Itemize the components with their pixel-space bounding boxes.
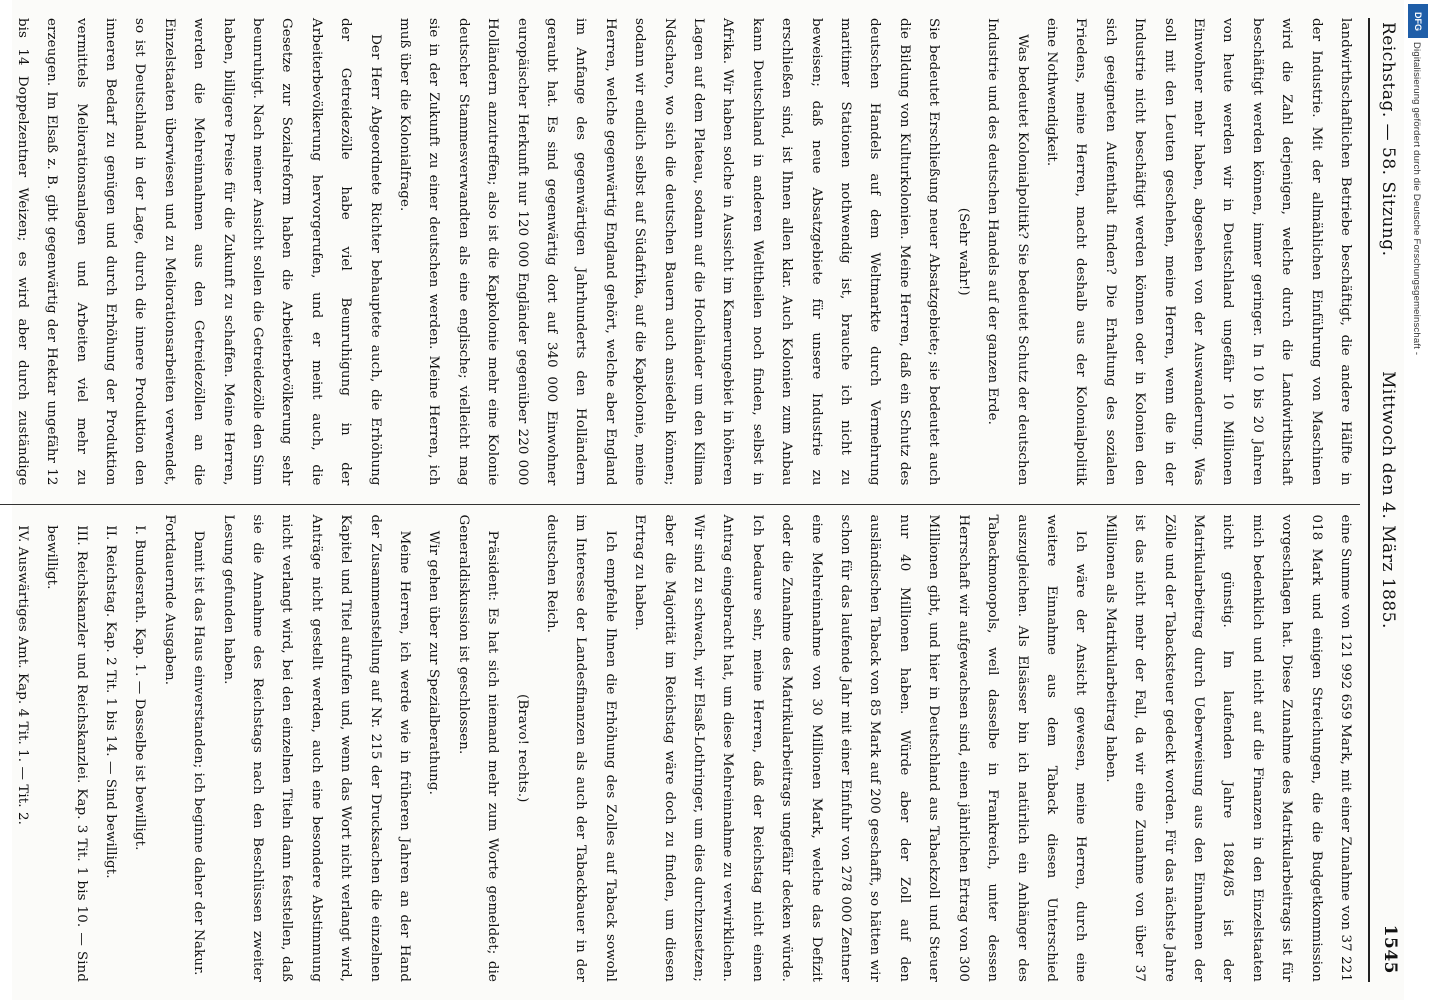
paragraph: landwirthschaftlichen Betriebe beschäftigt, die andere Hälfte in der Industrie. Mit der allmählichen Einführung von Maschinen wird die Zahl derjenigen, welche durch die Landwirthschaft beschäftigt werden können, immer geringer. In 10 bis 20 Jahren von heute werden wir in Deutschland ungefähr 10 Millionen Einwohner mehr haben, abgesehen von der Auswanderung. Was soll mit den Leuten geschehen, meine Herren, wenn die in der Industrie nicht beschäftigt werden können oder in Kolonien den sich geeigneten Aufenthalt finden? Die Erhaltung des sozialen Friedens, meine Herren, macht deshalb aus der Kolonialpolitik eine Nothwendigkeit. — [1043, 18, 1353, 486]
paragraph: Fortdauernde Ausgaben. — [161, 514, 177, 686]
page-header — [1368, 18, 1408, 982]
attribution-text: Digitalisierung gefördert durch die Deutsche Forschungsgemeinschaft - — [1411, 42, 1422, 356]
text-body — [0, 18, 1360, 982]
paragraph: I. Bundesrath. Kap. 1. — Dasselbe ist bewilligt. — [132, 525, 148, 851]
paragraph: Der Herr Abgeordnete Richter behauptete auch, die Erhöhung der Getreidezölle habe viel Beunruhigung in der Arbeiterbevölkerung hervorgerufen, und er meint auch, die Gesetze zur Sozialreform haben die Arbeiterbevölkerung sehr beunruhigt. Nach meiner Ansicht sollen die Getreidezölle den Sinn haben, billigere Preise für die Zukunft zu schaffen. Meine Herren, werden die Mehreinnahmen aus den Getreidezöllen an die Einzelstaaten überwiesen und zu Meliorationsarbeiten verwendet, so ist Deutschland in der Lage, durch die innere Produktion den inneren Bedarf zu genügen und durch Erhöhung der Produktion vermittels Meliorationsanlagen und Arbeiten viel mehr zu erzeugen. Im Elsaß z. B. gibt gegenwärtig der Hektar ungefähr 12 bis 14 Doppelzentner Weizen; es wird aber durch zuständige — [14, 18, 383, 486]
paragraph: Ich empfehle Ihnen die Erhöhung des Zolles auf Taback sowohl im Interesse der Landesfinanzen als auch der Tabackbauer in der deutschen Reich. — [544, 514, 618, 982]
right-column — [0, 504, 1360, 983]
paragraph: Meine Herren, ich werde wie in früheren Jahren an der Hand der Zusammenstellung auf Nr. 215 der Drucksachen die einzelnen Kapitel und Titel aufrufen und, wenn das Wort nicht verlangt wird, Anträge nicht gestellt werden, auch eine besondere Abstimmung nicht verlangt wird, bei den einzelnen Titeln dann feststellen, daß sie die Annahme des Reichstags nach den Beschlüssen zweiter Lesung gefunden haben. — [220, 514, 412, 982]
header-date: Mittwoch den 4. März 1885. — [1378, 371, 1398, 629]
page-number: 1545 — [1380, 924, 1400, 974]
paragraph: Wir gehen über zur Spezialberathung. — [426, 530, 442, 795]
dfg-logo: DFG — [1408, 4, 1428, 38]
paragraph: III. Reichskanzler und Reichskanzlei. Kap. 3 Tit. 1 bis 10. — Sind bewilligt. — [44, 525, 89, 982]
scanned-page — [12, 0, 1404, 1000]
paragraph: II. Reichstag. Kap. 2 Tit. 1 bis 14. — Sind bewilligt. — [102, 525, 118, 879]
paragraph: Präsident: Es hat sich niemand mehr zum Worte gemeldet; die Generaldiskussion ist geschlossen. — [455, 514, 501, 982]
paragraph: Was bedeutet Kolonialpolitik? Sie bedeutet Schutz der deutschen Industrie und des deutschen Handels auf der ganzen Erde. — [985, 18, 1030, 486]
paragraph: eine Summe von 121 992 659 Mark, mit einer Zunahme von 37 221 018 Mark und einigen Streichungen, die die Budgetkommission vorgeschlagen hat. Diese Zunahme des Matrikularbeitrags ist für mich bedenklich und nicht auf die Finanzen in den Einzelstaaten nicht günstig. Im laufenden Jahre 1884/85 ist der Matrikularbeitrag durch Ueberweisung aus den Einnahmen der Zölle und der Tabacksteuer gedeckt worden. Für das nächste Jahre ist das nicht mehr der Fall, da wir eine Zunahme von über 37 Millionen als Matrikularbeitrag haben. — [1102, 514, 1353, 982]
paragraph: Ich wäre der Ansicht gewesen, meine Herren, durch eine weitere Einnahme aus dem Taback diesen Unterschied auszugleichen. Als Elsässer bin ich natürlich ein Anhänger des Tabackmonopols, weil dasselbe in Frankreich, unter dessen Herrschaft wir aufgewachsen sind, einen jährlichen Ertrag von 300 Millionen gibt, und hier in Deutschland aus Tabackzoll und Steuer nur 40 Millionen haben. Würde aber der Zoll auf den ausländischen Taback von 85 Mark auf 200 geschafft, so hätten wir schon für das laufende Jahr mit einer Einfuhr von 278 000 Zentner eine Mehreinnahme von 30 Millionen Mark, welche das Defizit oder die Zunahme des Matrikularbeitrags ungefähr decken würde. Ich bedaure sehr, meine Herren, daß der Reichstag nicht einen Antrag eingebracht hat, um diese Mehreinnahme zu verwirklichen. Wir sind zu schwach, wir Elsaß-Lothringer, um dies durchzusetzen; aber die Majorität im Reichstag wäre doch zu finden, um diesen Ertrag zu haben. — [632, 514, 1089, 982]
left-column — [0, 18, 1360, 486]
paragraph: (Bravo! rechts.) — [514, 694, 530, 803]
paragraph — [0, 515, 7, 983]
paragraph: (Sehr wahr!) — [955, 207, 971, 296]
paragraph: Damit ist das Haus einverstanden; ich beginne daher der Nakur. — [191, 530, 207, 976]
header-left: Reichstag. — 58. Sitzung. — [1378, 22, 1398, 257]
attribution-strip — [1404, 0, 1432, 1000]
paragraph: Sie bedeutet Erschließung neuer Absatzgebiete; sie bedeutet auch die Bildung von Kulturkolonien. Meine Herren, daß ein Schutz des deutschen Handels auf dem Weltmarkte durch Vermehrung maritimer Stationen nothwendig ist, brauche ich nicht zu beweisen; daß neue Absatzgebiete für unsere Industrie zu erschließen sind, ist Ihnen allen klar. Auch Kolonien zum Anbau kann Deutschland in anderen Welttheilen noch finden, selbst in Afrika. Wir haben solche in Aussicht im Kamerungebiet in höheren Lagen auf dem Plateau, sodann auf die Hochländer um den Kilima Ndscharo, wo sich die deutschen Bauern auch ansiedeln können; sodann wir endlich selbst auf Südafrika, auf die Kapkolonie, meine Herren, welche gegenwärtig England gehört, welche aber England im Anfange des gegenwärtigen Jahrhunderts den Holländern geraubt hat. Es sind gegenwärtig dort auf 340 000 Einwohner europäischer Herkunft nur 120 000 Engländer gegenüber 220 000 Holländern anzutreffen; also ist die Kapkolonie mehr eine Kolonie deutscher Stammesverwandten als eine englische; vielleicht mag sie in der Zukunft zu einer deutschen werden. Meine Herren, ich muß über die Kolonialfrage. — [397, 18, 942, 486]
paragraph: IV. Auswärtiges Amt. Kap. 4 Tit. 1. — Tit. 2. — [14, 525, 30, 825]
newspaper-page — [14, 8, 1408, 992]
